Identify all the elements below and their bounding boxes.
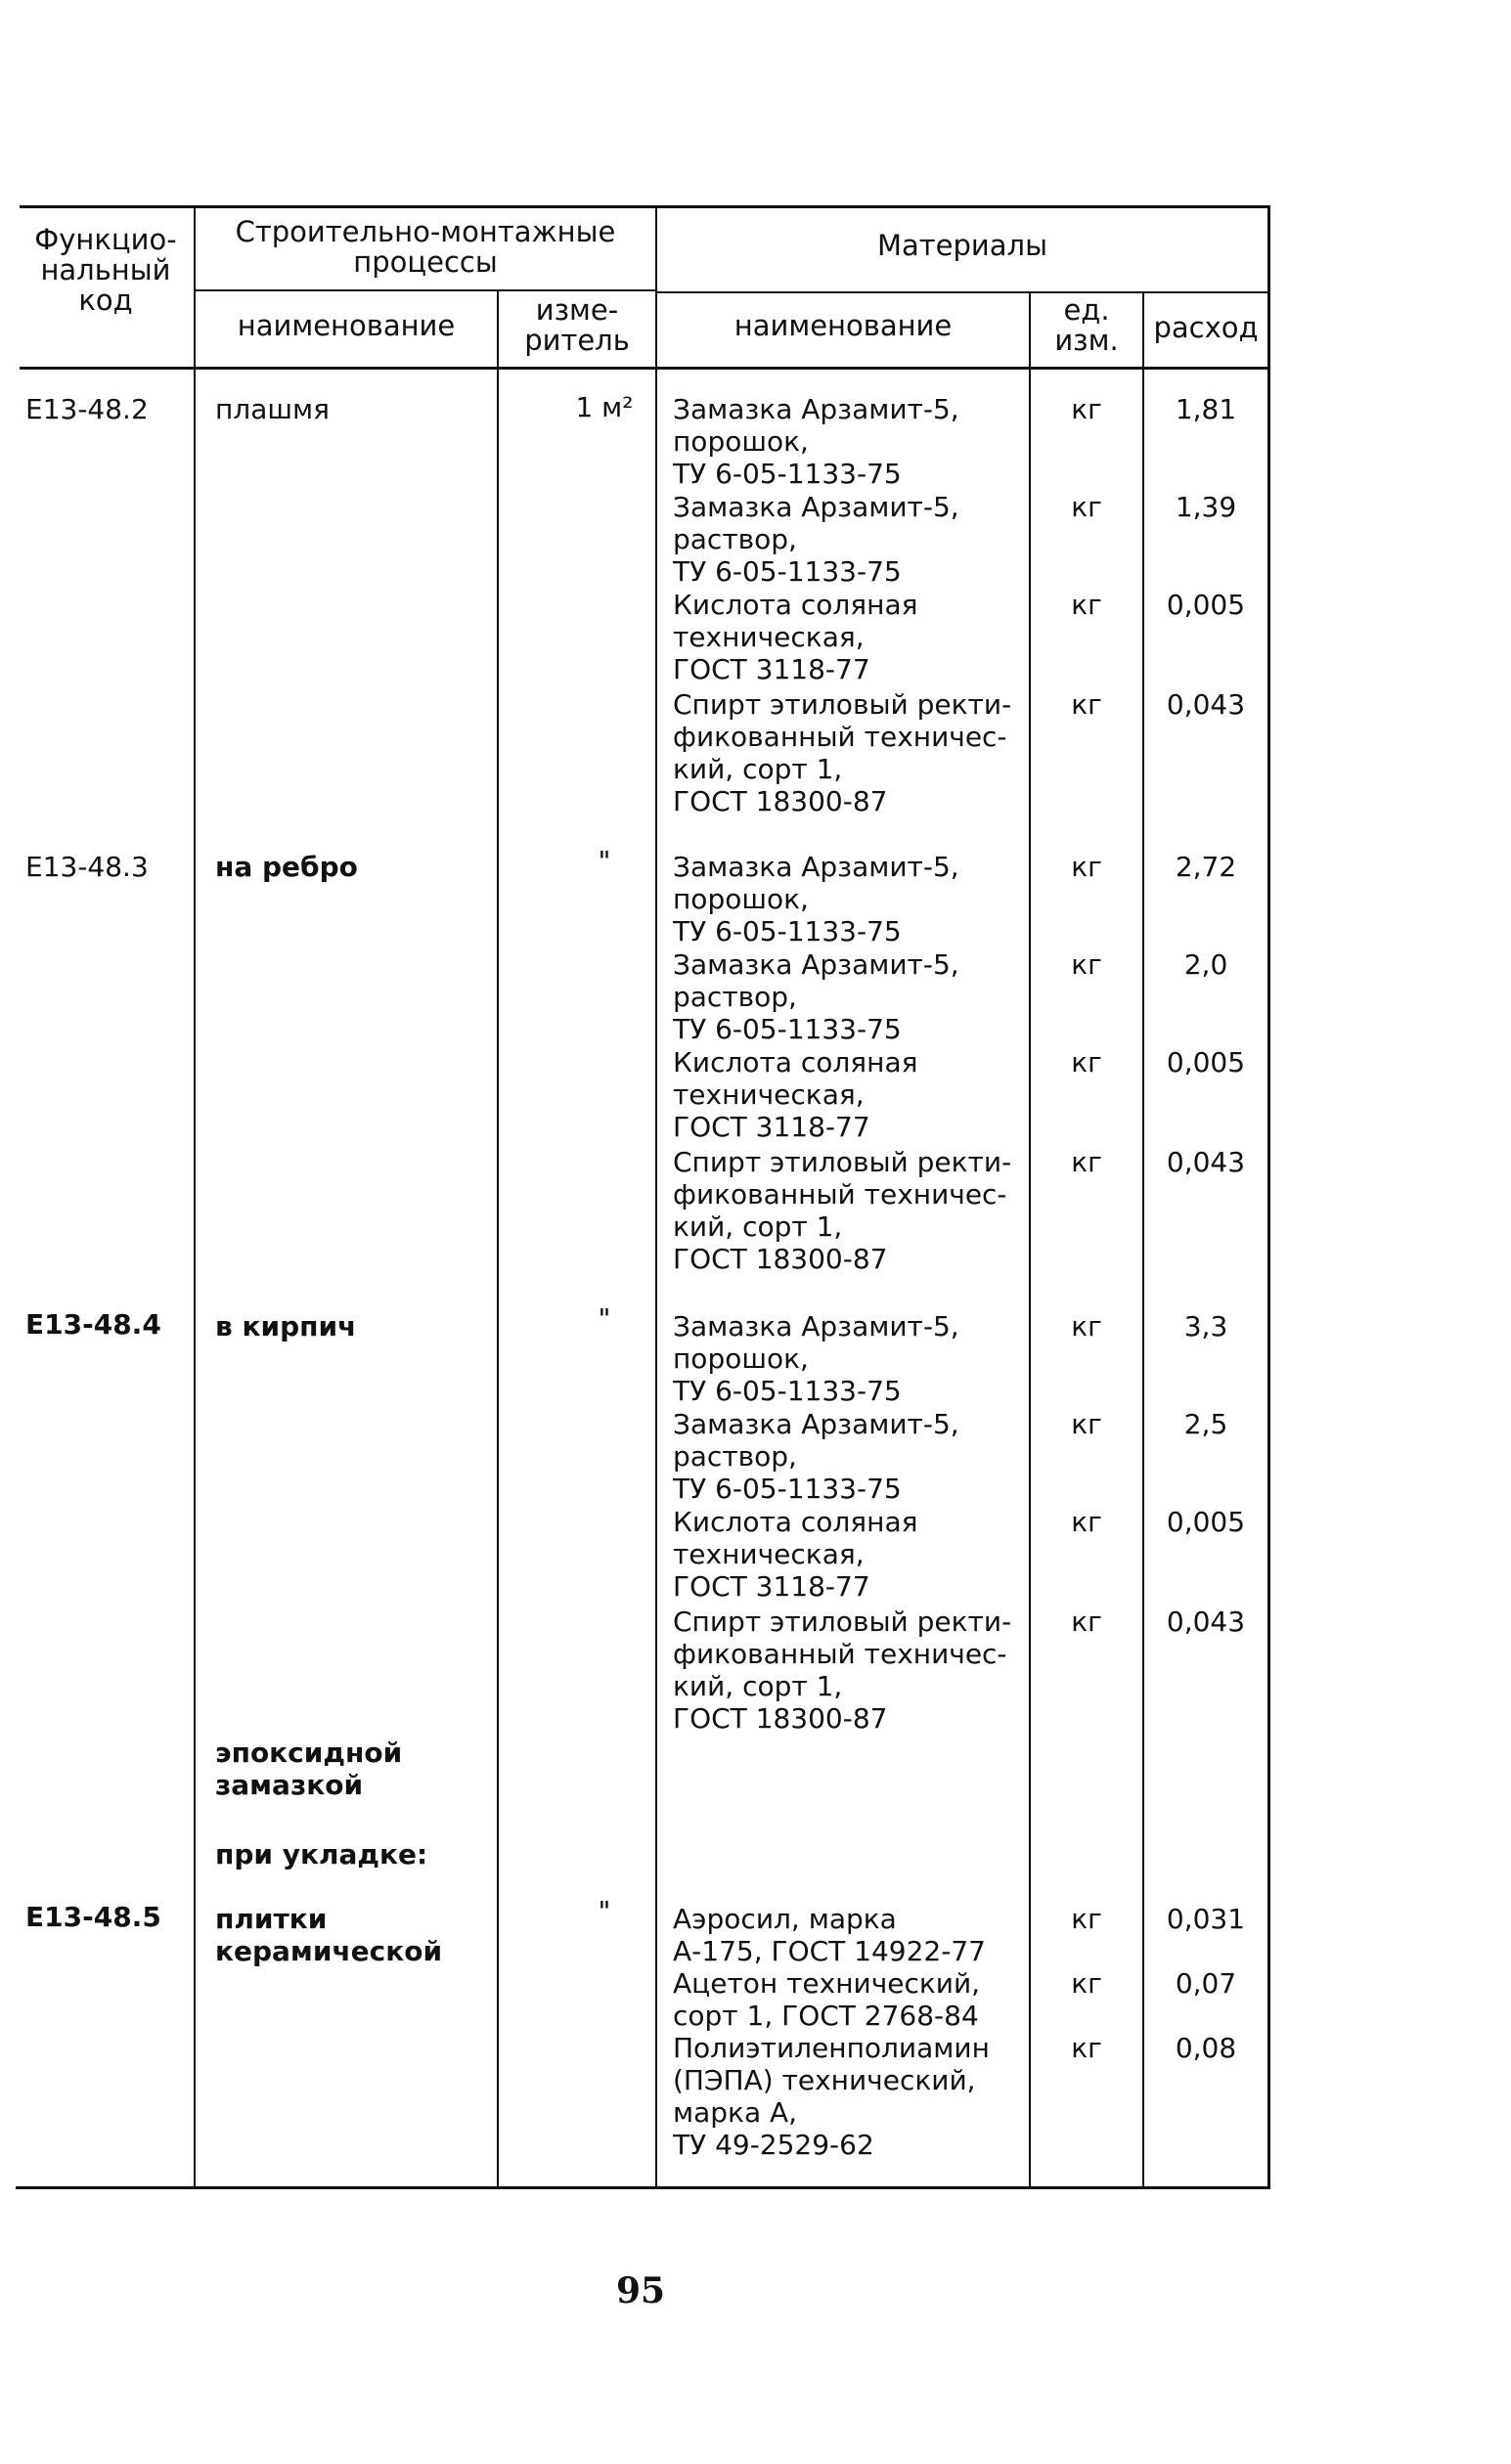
table-header-divider [20,367,1270,370]
header-meter: изме- ритель [524,293,630,357]
material-unit: кг [1071,1310,1102,1342]
material-value: 2,72 [1175,851,1237,883]
material-value: 0,005 [1166,589,1246,621]
material-value: 0,043 [1166,1146,1246,1178]
row-code: Е13-48.4 [25,1308,161,1341]
header-consumption: расход [1153,311,1259,344]
material-name: Замазка Арзамит-5, раствор, ТУ 6-05-1133-75 [673,491,959,588]
row-code: Е13-48.2 [25,393,149,425]
row-process: в кирпич [215,1310,357,1342]
header-materials: Материалы [877,229,1047,262]
header-proc-name: наименование [237,309,456,342]
header-processes: Строительно-монтажные процессы [235,215,616,279]
row-meter: " [598,845,611,877]
row-process: на ребро [215,851,358,883]
table-bottom-border [16,2186,1270,2189]
header-unit: ед. изм. [1054,293,1119,357]
material-name: Спирт этиловый ректи- фикованный техничес- кий, сорт 1, ГОСТ 18300-87 [673,1606,1012,1735]
material-name: Полиэтиленполиамин (ПЭПА) технический, марка А, ТУ 49-2529-62 [673,2032,990,2161]
column-divider-3 [655,207,657,2188]
material-unit: кг [1071,393,1102,425]
header-mat-name: наименование [733,309,953,342]
material-unit: кг [1071,1903,1102,1935]
material-value: 2,5 [1183,1408,1228,1440]
material-name: Кислота соляная техническая, ГОСТ 3118-77 [673,1046,918,1143]
row-meter: " [598,1302,611,1335]
table-top-border [20,205,1270,208]
material-unit: кг [1071,851,1102,883]
material-unit: кг [1071,1606,1102,1638]
header-func-code: Функцио- нальный код [34,223,177,317]
material-name: Замазка Арзамит-5, порошок, ТУ 6-05-1133-75 [673,393,959,490]
material-value: 0,043 [1166,1606,1246,1638]
row-meter: 1 м² [575,391,634,423]
column-divider-2 [497,291,499,2188]
material-name: Замазка Арзамит-5, порошок, ТУ 6-05-1133-75 [673,1310,959,1407]
header-sub-divider-processes [194,289,655,291]
material-unit: кг [1071,1967,1102,2000]
material-unit: кг [1071,948,1102,981]
material-name: Аэросил, марка А-175, ГОСТ 14922-77 [673,1903,986,1967]
table-right-border [1267,207,1270,2188]
material-name: Спирт этиловый ректи- фикованный техничес- кий, сорт 1, ГОСТ 18300-87 [673,1146,1012,1275]
material-unit: кг [1071,589,1102,621]
material-name: Кислота соляная техническая, ГОСТ 3118-77 [673,589,918,685]
section-heading-laying: при укладке: [215,1838,428,1870]
material-unit: кг [1071,2032,1102,2064]
material-unit: кг [1071,1408,1102,1440]
material-unit: кг [1071,688,1102,721]
material-value: 1,81 [1175,393,1237,425]
material-name: Кислота соляная техническая, ГОСТ 3118-77 [673,1506,918,1603]
material-value: 3,3 [1183,1310,1228,1342]
header-sub-divider-materials [655,291,1270,293]
material-value: 2,0 [1183,948,1228,981]
row-code: Е13-48.3 [25,851,149,883]
material-value: 1,39 [1175,491,1237,523]
row-meter: " [598,1895,611,1927]
material-name: Замазка Арзамит-5, порошок, ТУ 6-05-1133-75 [673,851,959,947]
material-unit: кг [1071,1146,1102,1178]
material-value: 0,005 [1166,1046,1246,1078]
material-name: Замазка Арзамит-5, раствор, ТУ 6-05-1133-75 [673,1408,959,1505]
column-divider-1 [194,207,196,2188]
row-code: Е13-48.5 [25,1901,161,1933]
material-unit: кг [1071,1506,1102,1538]
page-number: 95 [615,2270,666,2311]
material-value: 0,031 [1166,1903,1246,1935]
material-value: 0,07 [1175,1967,1237,2000]
material-value: 0,08 [1175,2032,1237,2064]
material-name: Замазка Арзамит-5, раствор, ТУ 6-05-1133-75 [673,948,959,1045]
row-process: плитки керамической [215,1903,443,1967]
material-name: Ацетон технический, сорт 1, ГОСТ 2768-84 [673,1967,981,2032]
material-value: 0,043 [1166,688,1246,721]
material-name: Спирт этиловый ректи- фикованный техничес- кий, сорт 1, ГОСТ 18300-87 [673,688,1012,817]
section-heading-epoxy: эпоксидной замазкой [215,1737,403,1801]
row-process: плашмя [215,393,330,425]
material-unit: кг [1071,1046,1102,1078]
material-value: 0,005 [1166,1506,1246,1538]
material-unit: кг [1071,491,1102,523]
